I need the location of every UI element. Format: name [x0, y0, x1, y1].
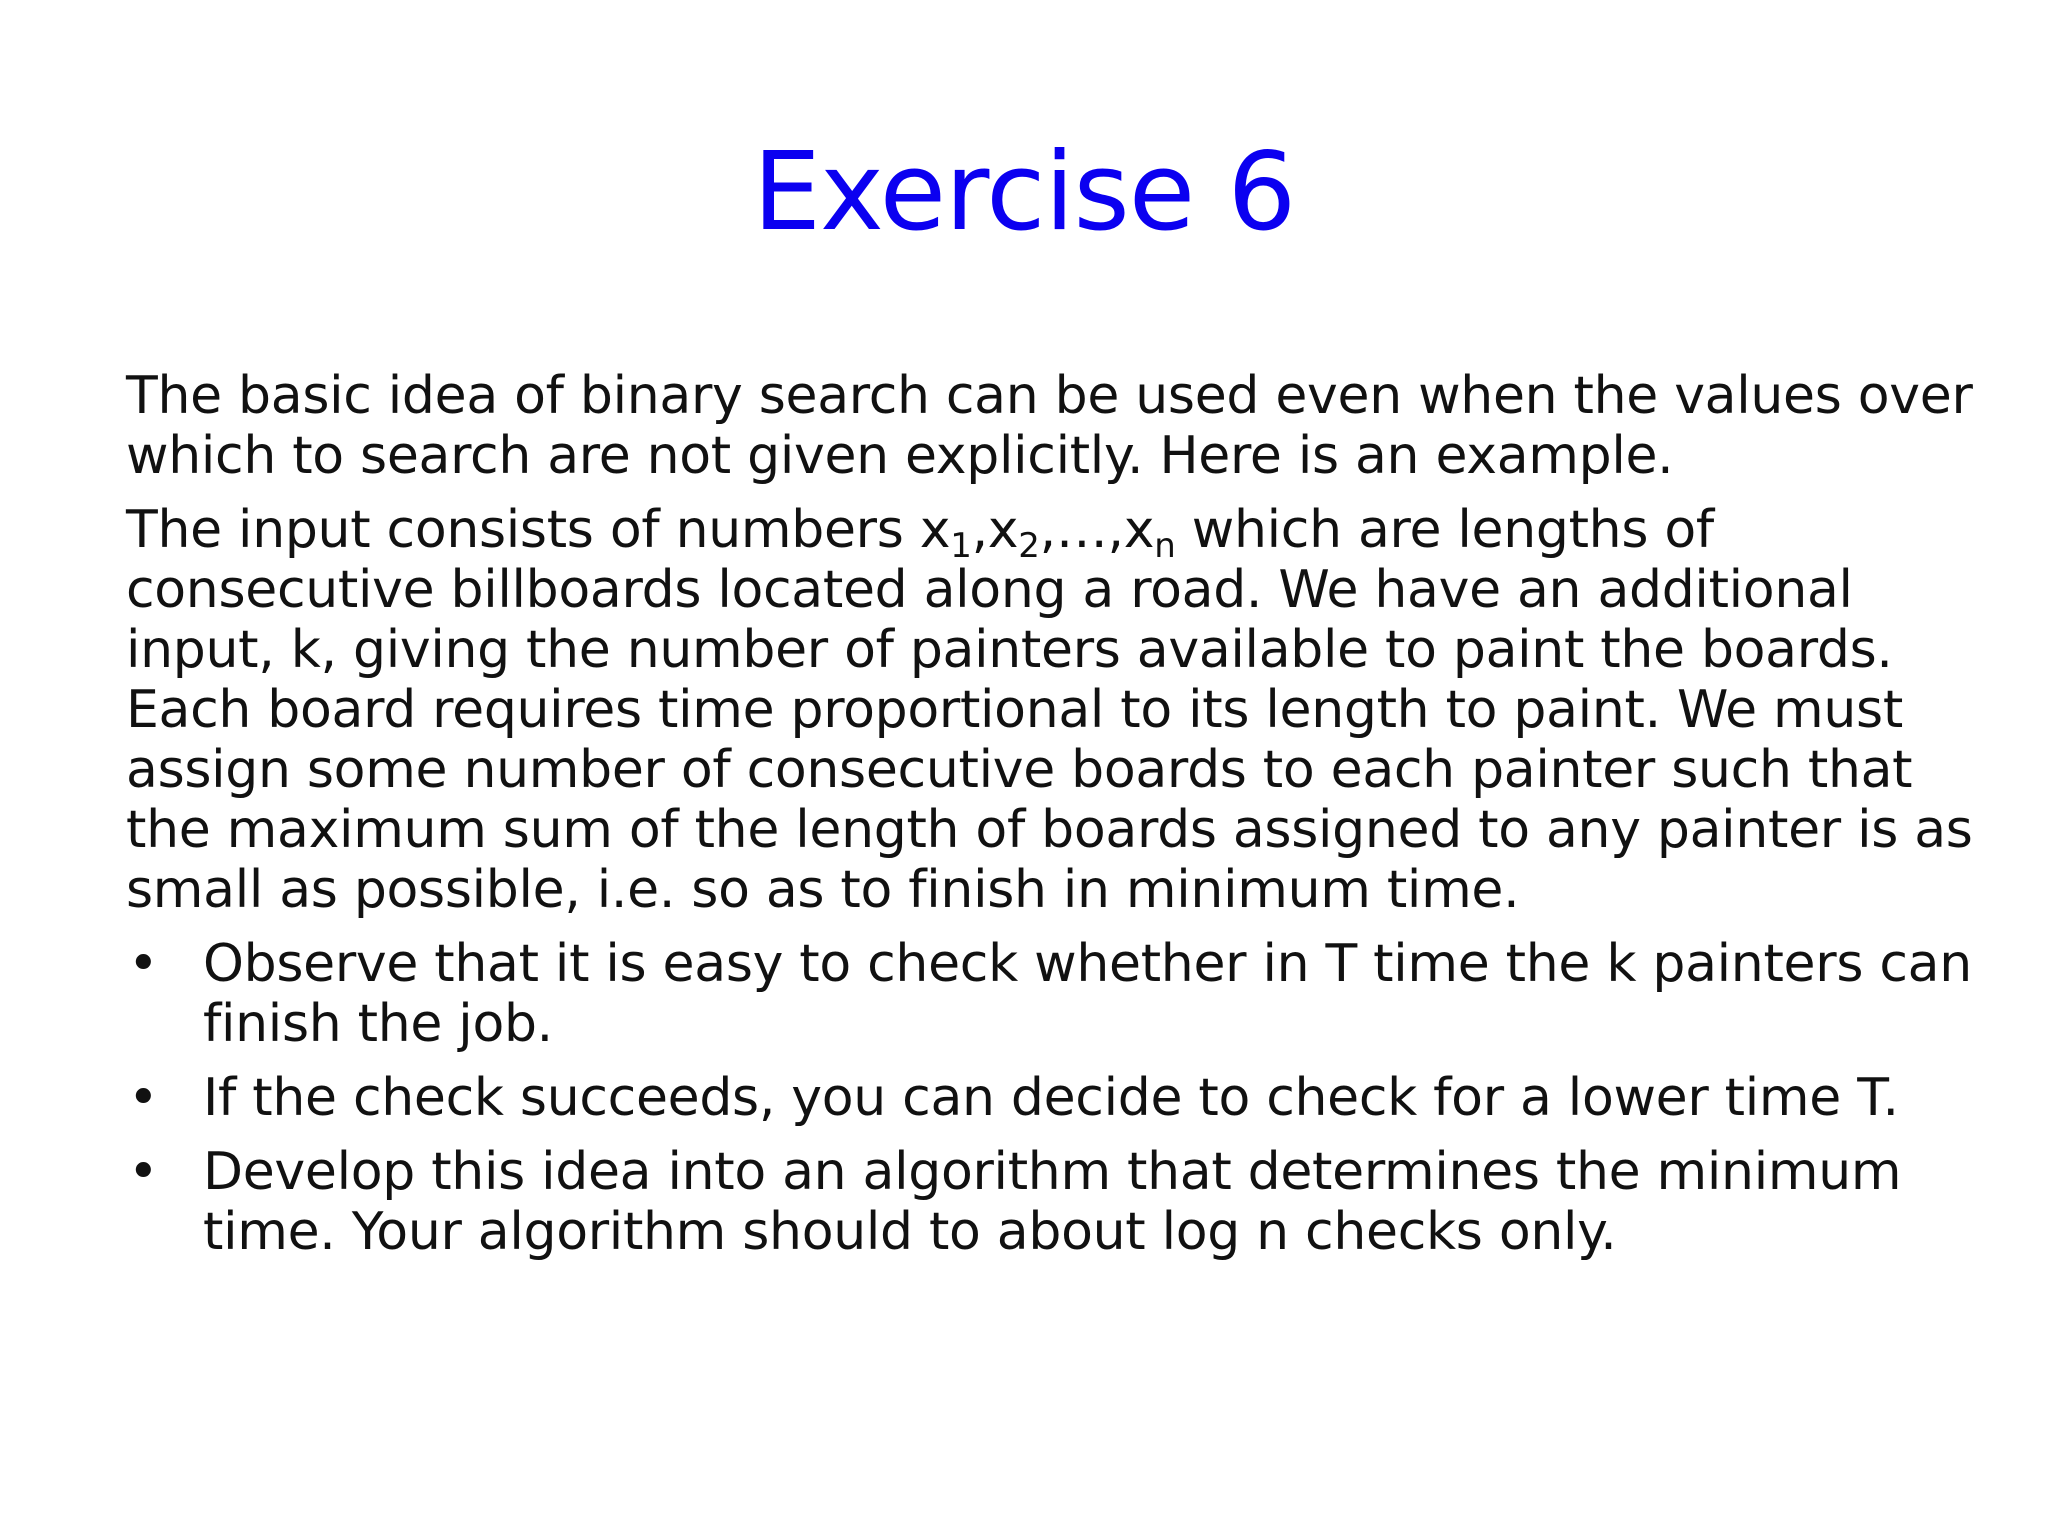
slide-title: Exercise 6	[752, 130, 1296, 255]
bullet-item	[126, 934, 1972, 1054]
subscript: 2	[1018, 526, 1040, 566]
text-fragment: The input consists of numbers x	[126, 500, 951, 560]
text-line: assign some number of consecutive boards to each painter such that	[126, 740, 1913, 800]
bullet-list	[126, 934, 1972, 1262]
bullet-icon: •	[128, 1068, 159, 1128]
text-line: Observe that it is easy to check whether in T time the k painters can	[203, 934, 1972, 994]
bullet-item	[126, 1068, 1956, 1128]
text-line: Develop this idea into an algorithm that determines the minimum	[203, 1142, 1902, 1202]
slide-body	[126, 366, 1973, 1276]
text-fragment: ,…,x	[1039, 500, 1155, 560]
paragraph-problem	[126, 500, 1973, 920]
bullet-icon: •	[128, 1142, 159, 1202]
bullet-icon: •	[128, 934, 159, 994]
text-line: small as possible, i.e. so as to finish in minimum time.	[126, 860, 1520, 920]
text-line: the maximum sum of the length of boards assigned to any painter is as	[126, 800, 1973, 860]
paragraph-intro	[126, 366, 1973, 486]
text-fragment: ,x	[971, 500, 1019, 560]
bullet-item	[126, 1142, 1956, 1262]
text-fragment: which are lengths of	[1175, 500, 1714, 560]
text-line-with-subscripts	[126, 500, 1956, 566]
subscript: 1	[950, 526, 972, 566]
text-line: consecutive billboards located along a road. We have an additional	[126, 560, 1853, 620]
text-line: If the check succeeds, you can decide to check for a lower time T.	[203, 1068, 1899, 1128]
text-line: finish the job.	[203, 994, 553, 1054]
text-line: Each board requires time proportional to its length to paint. We must	[126, 680, 1903, 740]
text-line: time. Your algorithm should to about log n checks only.	[203, 1202, 1617, 1262]
text-line: The basic idea of binary search can be used even when the values over	[126, 366, 1973, 426]
text-line: input, k, giving the number of painters available to paint the boards.	[126, 620, 1893, 680]
subscript: n	[1154, 526, 1176, 566]
text-line: which to search are not given explicitly. Here is an example.	[126, 426, 1674, 486]
